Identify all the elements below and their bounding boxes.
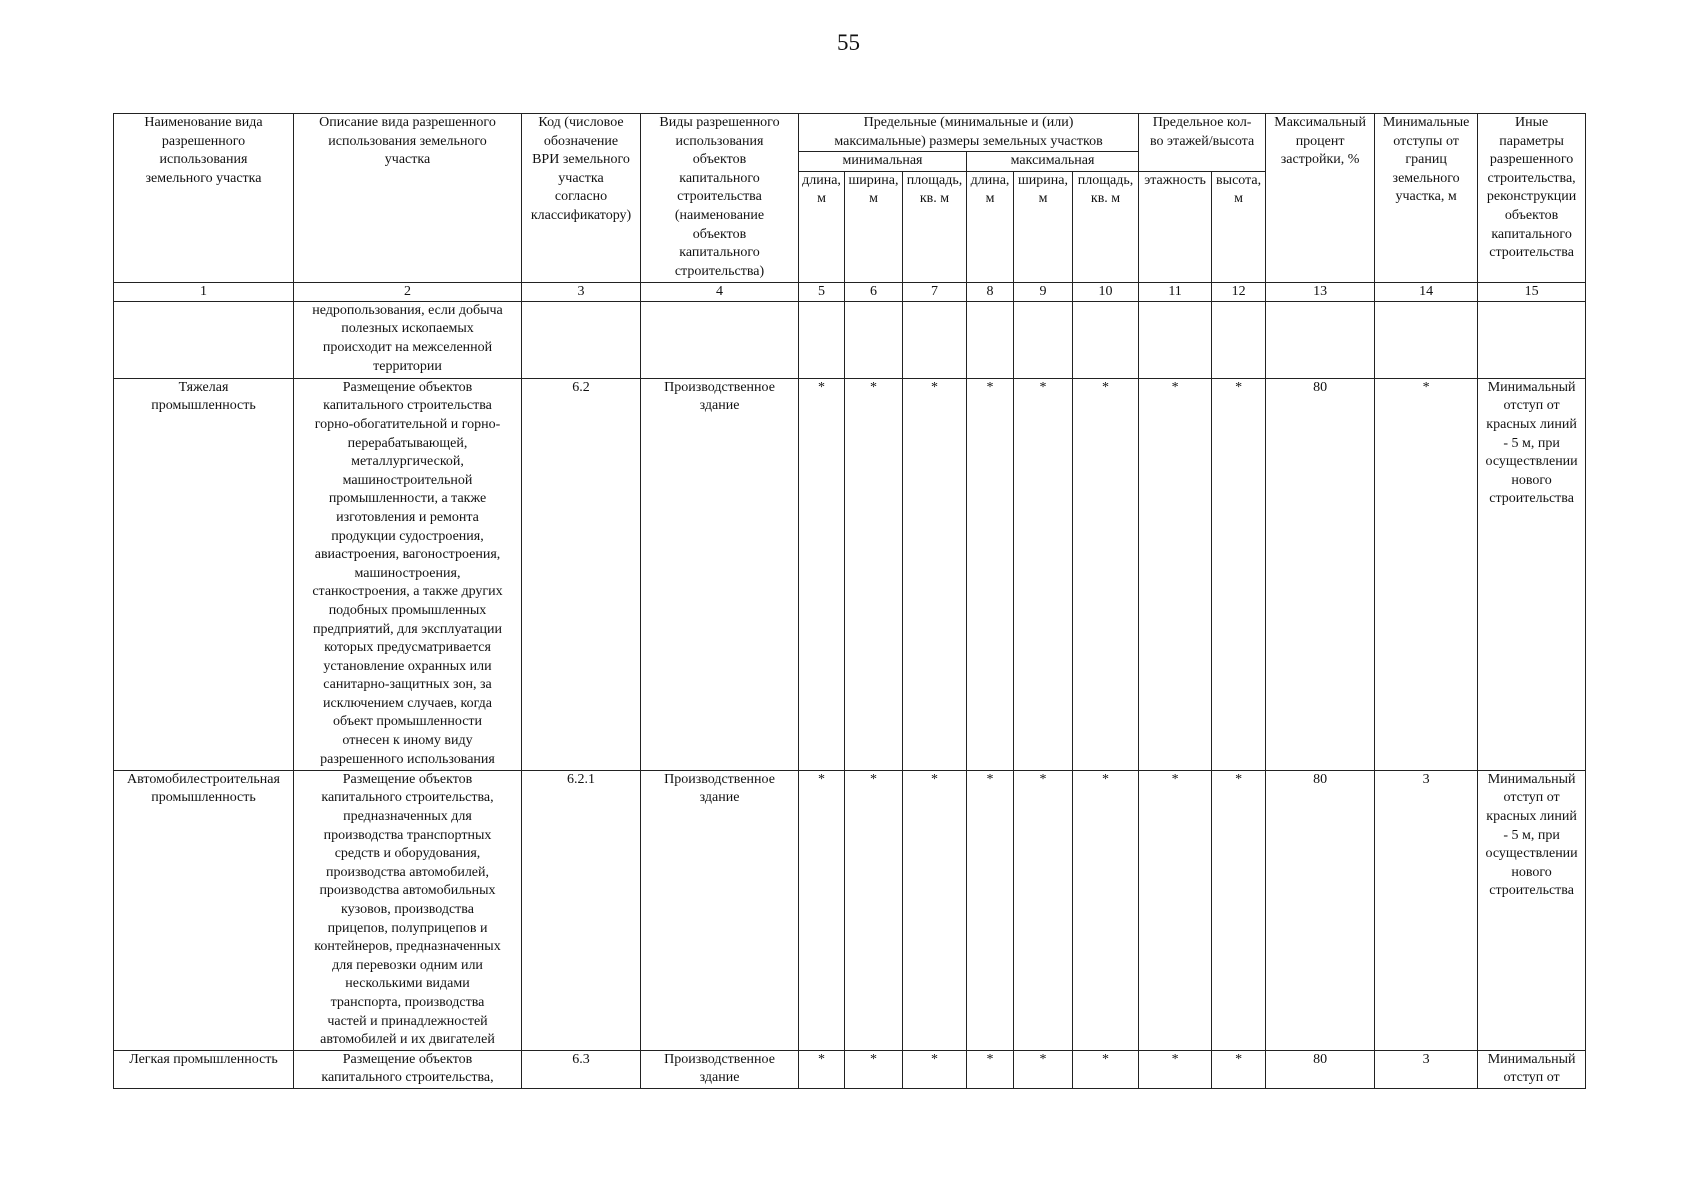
column-number: 4	[641, 282, 799, 301]
cell-min-area: *	[903, 1050, 967, 1088]
cell-building-type: Производственное здание	[641, 770, 799, 1050]
cell-height: *	[1212, 378, 1266, 770]
cell-code	[522, 301, 641, 378]
cell-min-width: *	[845, 770, 903, 1050]
header-height: высота, м	[1212, 171, 1266, 282]
header-max-area: площадь, кв. м	[1073, 171, 1139, 282]
cell-max-coverage: 80	[1266, 1050, 1375, 1088]
header-min-length: длина, м	[799, 171, 845, 282]
cell-max-width: *	[1014, 378, 1073, 770]
column-number: 11	[1139, 282, 1212, 301]
table-row	[114, 770, 1586, 1050]
column-number: 3	[522, 282, 641, 301]
cell-max-area: *	[1073, 378, 1139, 770]
cell-building-type	[641, 301, 799, 378]
cell-min-width	[845, 301, 903, 378]
zoning-regulations-table	[113, 113, 1586, 1089]
cell-max-coverage: 80	[1266, 770, 1375, 1050]
table-row	[114, 378, 1586, 770]
cell-description: Размещение объектов капитального строительства,	[294, 1050, 522, 1088]
header-plot-size-limits: Предельные (минимальные и (или) максимальные) размеры земельных участков	[799, 114, 1139, 152]
header-maximum: максимальная	[967, 152, 1139, 172]
cell-use-name: Автомобилестроительная промышленность	[114, 770, 294, 1050]
header-min-width: ширина, м	[845, 171, 903, 282]
header-use-description: Описание вида разрешенного использования земельного участка	[294, 114, 522, 283]
cell-code: 6.2.1	[522, 770, 641, 1050]
column-number-row	[114, 282, 1586, 301]
cell-max-area	[1073, 301, 1139, 378]
cell-building-type: Производственное здание	[641, 378, 799, 770]
cell-min-setback: *	[1375, 378, 1478, 770]
cell-floors: *	[1139, 378, 1212, 770]
cell-max-width	[1014, 301, 1073, 378]
cell-min-length: *	[799, 770, 845, 1050]
header-row-1	[114, 114, 1586, 133]
cell-max-width: *	[1014, 1050, 1073, 1088]
cell-other-parameters	[1478, 301, 1586, 378]
cell-max-coverage: 80	[1266, 378, 1375, 770]
cell-other-parameters: Минимальный отступ от	[1478, 1050, 1586, 1088]
cell-height	[1212, 301, 1266, 378]
column-number: 6	[845, 282, 903, 301]
cell-floors: *	[1139, 770, 1212, 1050]
header-min-setbacks: Минимальные отступы от границ земельного участка, м	[1375, 114, 1478, 283]
cell-max-length: *	[967, 1050, 1014, 1088]
cell-min-area: *	[903, 378, 967, 770]
header-floors: этажность	[1139, 171, 1212, 282]
header-max-coverage: Максимальный процент застройки, %	[1266, 114, 1375, 283]
cell-code: 6.3	[522, 1050, 641, 1088]
cell-max-length	[967, 301, 1014, 378]
header-permitted-use-name: Наименование вида разрешенного использования земельного участка	[114, 114, 294, 283]
cell-description: недропользования, если добыча полезных ископаемых происходит на межселенной территории	[294, 301, 522, 378]
column-number: 5	[799, 282, 845, 301]
cell-floors: *	[1139, 1050, 1212, 1088]
cell-min-area: *	[903, 770, 967, 1050]
cell-max-length: *	[967, 378, 1014, 770]
cell-building-type: Производственное здание	[641, 1050, 799, 1088]
cell-min-width: *	[845, 1050, 903, 1088]
table-row	[114, 1050, 1586, 1088]
cell-other-parameters: Минимальный отступ от красных линий - 5 м, при осуществлении нового строительства	[1478, 378, 1586, 770]
cell-max-area: *	[1073, 770, 1139, 1050]
cell-height: *	[1212, 770, 1266, 1050]
header-use-code: Код (числовое обозначение ВРИ земельного участка согласно классификатору)	[522, 114, 641, 283]
cell-min-setback: 3	[1375, 770, 1478, 1050]
cell-floors	[1139, 301, 1212, 378]
cell-min-area	[903, 301, 967, 378]
cell-use-name	[114, 301, 294, 378]
cell-height: *	[1212, 1050, 1266, 1088]
header-max-width: ширина, м	[1014, 171, 1073, 282]
header-minimum: минимальная	[799, 152, 967, 172]
column-number: 1	[114, 282, 294, 301]
page-number: 55	[837, 30, 860, 55]
header-min-area: площадь, кв. м	[903, 171, 967, 282]
column-number: 12	[1212, 282, 1266, 301]
cell-max-width: *	[1014, 770, 1073, 1050]
cell-max-area: *	[1073, 1050, 1139, 1088]
cell-max-coverage	[1266, 301, 1375, 378]
table-row	[114, 301, 1586, 378]
cell-min-width: *	[845, 378, 903, 770]
header-building-types: Виды разрешенного использования объектов капитального строительства (наименование объектов капитального строительства)	[641, 114, 799, 283]
cell-min-setback	[1375, 301, 1478, 378]
column-number: 10	[1073, 282, 1139, 301]
column-number: 15	[1478, 282, 1586, 301]
cell-min-length	[799, 301, 845, 378]
column-number: 13	[1266, 282, 1375, 301]
cell-min-setback: 3	[1375, 1050, 1478, 1088]
cell-min-length: *	[799, 378, 845, 770]
cell-use-name: Тяжелая промышленность	[114, 378, 294, 770]
cell-max-length: *	[967, 770, 1014, 1050]
header-max-length: длина, м	[967, 171, 1014, 282]
column-number: 7	[903, 282, 967, 301]
column-number: 2	[294, 282, 522, 301]
cell-description: Размещение объектов капитального строительства горно-обогатительной и горно- перерабатывающей, металлургической, машиностроительной промышленности, а также изготовления и ремонта продукции судостроения, авиастроения, вагоностроения, машиностроения, станкостроения, а также других подобных промышленных предприятий, для эксплуатации которых предусматривается установление охранных или санитарно-защитных зон, за исключением случаев, когда объект промышленности отнесен к иному виду разрешенного использования	[294, 378, 522, 770]
column-number: 8	[967, 282, 1014, 301]
column-number: 9	[1014, 282, 1073, 301]
cell-other-parameters: Минимальный отступ от красных линий - 5 м, при осуществлении нового строительства	[1478, 770, 1586, 1050]
cell-code: 6.2	[522, 378, 641, 770]
column-number: 14	[1375, 282, 1478, 301]
header-other-parameters: Иные параметры разрешенного строительства, реконструкции объектов капитального строительства	[1478, 114, 1586, 283]
cell-use-name: Легкая промышленность	[114, 1050, 294, 1088]
cell-min-length: *	[799, 1050, 845, 1088]
header-floors-height-limit: Предельное кол- во этажей/высота	[1139, 114, 1266, 172]
cell-description: Размещение объектов капитального строительства, предназначенных для производства транспортных средств и оборудования, производства автомобилей, производства автомобильных кузовов, производства прицепов, полуприцепов и контейнеров, предназначенных для перевозки одним или несколькими видами транспорта, производства частей и принадлежностей автомобилей и их двигателей	[294, 770, 522, 1050]
